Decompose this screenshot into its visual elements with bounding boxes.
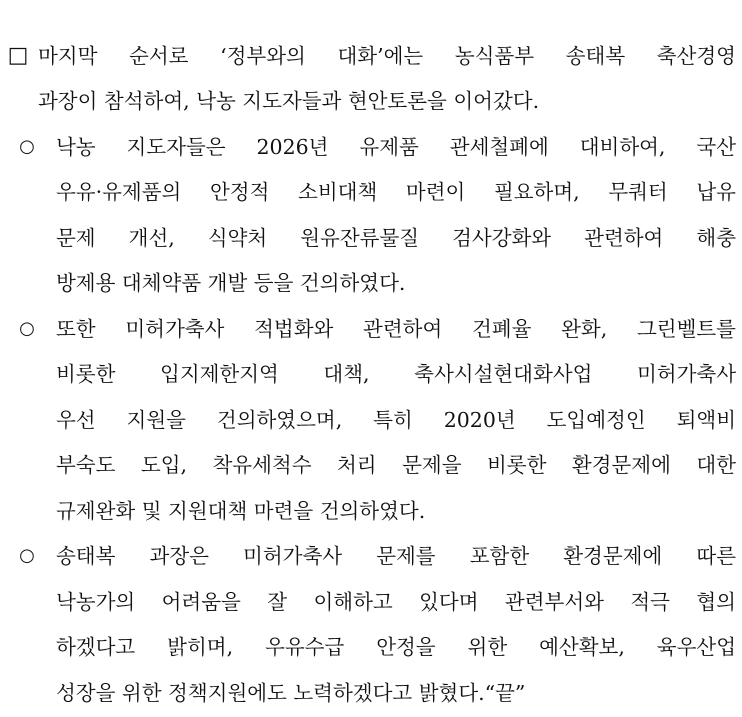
square-bullet-icon: □	[7, 43, 29, 68]
paragraph-line	[0, 310, 742, 348]
paragraph-text: 우유·유제품의 안정적 소비대책 마련이 필요하며, 무쿼터 납유	[56, 180, 736, 204]
paragraph-line	[0, 537, 742, 575]
paragraph-text: 송태복 과장은 미허가축사 문제를 포함한 환경문제에 따른	[56, 544, 736, 568]
paragraph-text: 하겠다고 밝히며, 우유수급 안정을 위한 예산확보, 육우산업	[56, 635, 736, 659]
paragraph-text: 성장을 위한 정책지원에도 노력하겠다고 밝혔다.“끝”	[56, 681, 526, 705]
paragraph-line	[0, 628, 742, 666]
paragraph-line	[0, 37, 742, 75]
paragraph-line	[0, 173, 742, 211]
paragraph-line	[0, 401, 742, 439]
circle-bullet-icon: ○	[19, 136, 35, 157]
paragraph-text: 비롯한 입지제한지역 대책, 축사시설현대화사업 미허가축사	[56, 362, 736, 386]
paragraph-text: 방제용 대체약품 개발 등을 건의하였다.	[56, 271, 406, 295]
paragraph-text: 부숙도 도입, 착유세척수 처리 문제을 비롯한 환경문제에 대한	[56, 453, 736, 477]
paragraph-text: 규제완화 및 지원대책 마련을 건의하였다.	[56, 499, 426, 523]
paragraph-line	[0, 674, 742, 712]
paragraph-text: 문제 개선, 식약처 원유잔류물질 검사강화와 관련하여 해충	[56, 226, 736, 250]
paragraph-line	[0, 82, 742, 120]
paragraph-text: 또한 미허가축사 적법화와 관련하여 건폐율 완화, 그린벨트를	[56, 317, 736, 341]
circle-bullet-icon: ○	[19, 545, 35, 566]
paragraph-text: 마지막 순서로 ‘정부와의 대화’에는 농식품부 송태복 축산경영	[38, 44, 736, 68]
paragraph-text: 낙농 지도자들은 2026년 유제품 관세철폐에 대비하여, 국산	[56, 135, 736, 159]
paragraph-line	[0, 264, 742, 302]
paragraph-text: 우선 지원을 건의하였으며, 특히 2020년 도입예정인 퇴액비	[56, 408, 736, 432]
paragraph-text: 과장이 참석하여, 낙농 지도자들과 현안토론을 이어갔다.	[38, 89, 540, 113]
paragraph-line	[0, 446, 742, 484]
paragraph-line	[0, 128, 742, 166]
paragraph-line	[0, 355, 742, 393]
paragraph-line	[0, 583, 742, 621]
paragraph-line	[0, 492, 742, 530]
paragraph-line	[0, 219, 742, 257]
circle-bullet-icon: ○	[19, 318, 35, 339]
paragraph-text: 낙농가의 어려움을 잘 이해하고 있다며 관련부서와 적극 협의	[56, 590, 736, 614]
